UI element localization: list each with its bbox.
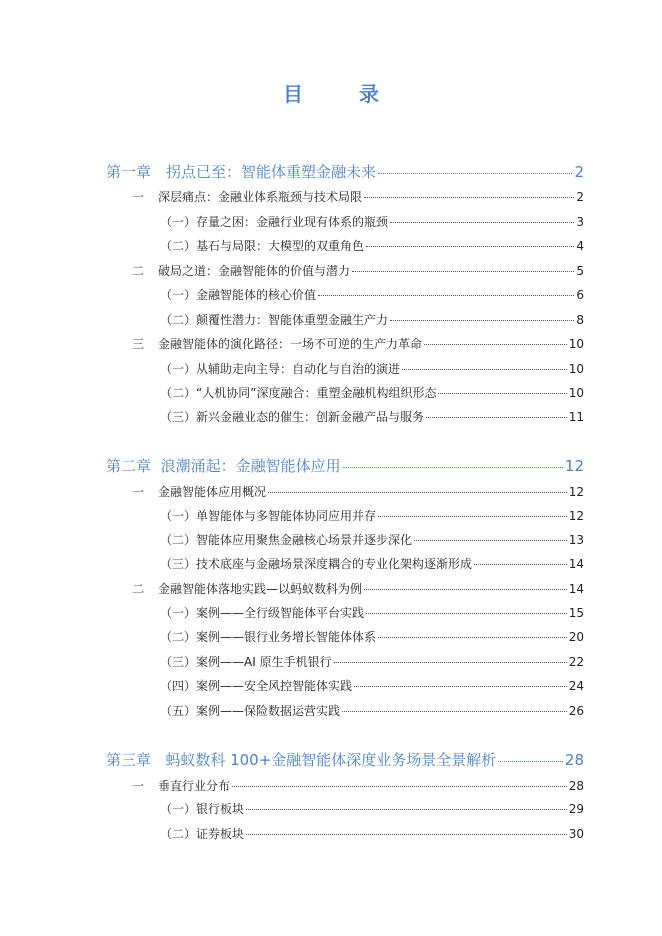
chapter-label: 第二章 浪潮涌起：金融智能体应用 [106,457,341,475]
page-number: 28 [564,751,584,769]
toc-subsection[interactable]: （一）从辅助走向主导：自动化与自治的演进 10 [160,362,584,376]
leader-dots [318,295,574,296]
leader-dots [424,344,567,345]
page-number: 13 [568,533,584,547]
page-title: 目 录 [283,82,397,106]
leader-dots [378,637,567,638]
toc-subsection[interactable]: （二）颠覆性潜力：智能体重塑金融生产力 8 [160,313,584,327]
page-number: 20 [568,630,584,644]
toc-section[interactable]: 二 金融智能体落地实践—以蚂蚁数科为例 14 [132,582,584,596]
toc-section[interactable]: 一 金融智能体应用概况 12 [132,485,584,499]
leader-dots [438,393,566,394]
page-number: 12 [568,485,584,499]
leader-dots [364,589,567,590]
page-number: 28 [568,779,584,793]
page-number: 3 [576,215,584,229]
chapter-label: 第三章 蚂蚁数科 100+金融智能体深度业务场景全景解析 [106,751,497,769]
page-number: 8 [576,313,584,327]
leader-dots [246,809,567,810]
page-number: 10 [568,337,584,351]
leader-dots [498,761,563,762]
leader-dots [246,834,567,835]
toc-subsection[interactable]: （一）单智能体与多智能体协同应用并存 12 [160,509,584,523]
toc-subsection[interactable]: （二）案例——银行业务增长智能体体系 20 [160,630,584,644]
toc-chapter-3[interactable] [106,749,584,770]
page-number: 14 [568,582,584,596]
toc-subsection[interactable]: （五）案例——保险数据运营实践 26 [160,704,584,718]
leader-dots [414,540,567,541]
toc-section[interactable]: 一 垂直行业分布 28 [132,779,584,793]
toc-subsection[interactable]: （二）智能体应用聚焦金融核心场景并逐步深化 13 [160,533,584,547]
toc-chapter-2[interactable] [106,455,584,476]
leader-dots [402,369,567,370]
leader-dots [390,320,574,321]
page-number: 4 [576,239,584,253]
page-number: 15 [568,606,584,620]
page-number: 10 [568,362,584,376]
leader-dots [364,197,574,198]
toc-subsection[interactable]: （二）证券板块 30 [160,827,584,841]
page-number: 26 [568,704,584,718]
toc-subsection[interactable]: （一）银行板块 29 [160,802,584,816]
leader-dots [390,222,574,223]
leader-dots [342,711,567,712]
toc-subsection[interactable]: （一）金融智能体的核心价值 6 [160,288,584,302]
page-number: 6 [576,288,584,302]
toc-subsection[interactable]: （三）案例——AI 原生手机银行 22 [160,655,584,669]
page-number: 12 [564,457,584,475]
page-number: 5 [576,264,584,278]
leader-dots [334,662,567,663]
page-number: 22 [568,655,584,669]
leader-dots [352,271,574,272]
leader-dots [354,686,567,687]
leader-dots [268,492,567,493]
toc-subsection[interactable]: （一）案例——全行级智能体平台实践 15 [160,606,584,620]
leader-dots [232,786,567,787]
toc-chapter-1[interactable] [106,161,584,182]
leader-dots [426,417,567,418]
page-number: 10 [568,386,584,400]
toc-section[interactable]: 三 金融智能体的演化路径：一场不可逆的生产力革命 10 [132,337,584,351]
page-number: 11 [568,410,584,424]
leader-dots [343,467,563,468]
toc-subsection[interactable]: （二）“人机协同”深度融合：重塑金融机构组织形态 10 [160,386,584,400]
toc-section[interactable]: 一 深层痛点：金融业体系瓶颈与技术局限 2 [132,190,584,204]
page-number: 14 [568,557,584,571]
leader-dots [474,564,567,565]
leader-dots [366,246,574,247]
page-number: 29 [568,802,584,816]
toc-subsection[interactable]: （一）存量之困：金融行业现有体系的瓶颈 3 [160,215,584,229]
toc-section[interactable]: 二 破局之道：金融智能体的价值与潜力 5 [132,264,584,278]
toc-subsection[interactable]: （四）案例——安全风控智能体实践 24 [160,679,584,693]
toc-subsection[interactable]: （三）新兴金融业态的催生：创新金融产品与服务 11 [160,410,584,424]
toc-subsection[interactable]: （三）技术底座与金融场景深度耦合的专业化架构逐渐形成 14 [160,557,584,571]
leader-dots [378,173,572,174]
toc-subsection[interactable]: （二）基石与局限：大模型的双重角色 4 [160,239,584,253]
page-number: 12 [568,509,584,523]
page-number: 2 [574,163,584,181]
leader-dots [378,516,567,517]
chapter-label: 第一章 拐点已至：智能体重塑金融未来 [106,163,377,181]
page-number: 24 [568,679,584,693]
page-number: 2 [576,190,584,204]
leader-dots [366,613,567,614]
page-number: 30 [568,827,584,841]
